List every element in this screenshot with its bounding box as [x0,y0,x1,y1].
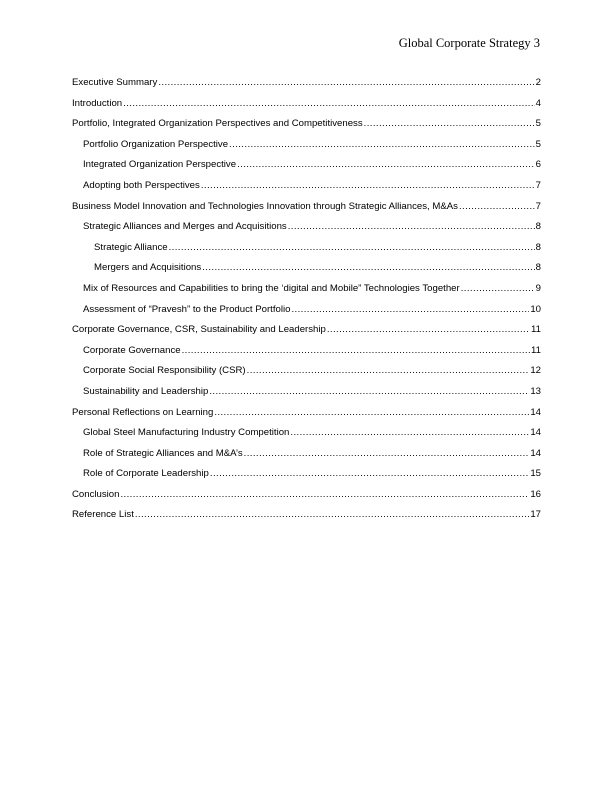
toc-entry[interactable] [72,425,541,446]
toc-entry-title: Portfolio Organization Perspective [83,138,229,150]
toc-entry[interactable] [72,281,541,302]
toc-entry[interactable] [72,384,541,405]
toc-entry[interactable] [72,302,541,323]
running-header: Global Corporate Strategy 3 [398,36,540,50]
toc-entry-title: Strategic Alliances and Merges and Acquisitions [83,221,287,233]
toc-entry[interactable] [72,157,541,178]
toc-entry-page: 16 [530,488,541,500]
toc-entry[interactable] [72,405,541,426]
toc-entry[interactable] [72,363,541,384]
dot-leader [244,448,530,460]
toc-entry-page: 9 [535,282,541,294]
toc-entry-title: Mix of Resources and Capabilities to bring the ‘digital and Mobile” Technologies Together [83,282,460,294]
toc-entry-title: Corporate Governance, CSR, Sustainability and Leadership [72,324,326,336]
dot-leader [123,98,535,110]
toc-entry-title: Introduction [72,97,123,109]
dot-leader [182,345,530,357]
dot-leader [202,262,534,274]
toc-entry-title: Mergers and Acquisitions [94,262,202,274]
dot-leader [461,283,535,295]
toc-entry-title: Corporate Social Responsibility (CSR) [83,365,246,377]
toc-entry-page: 5 [535,118,541,130]
toc-entry[interactable] [72,75,541,96]
toc-entry-page: 17 [530,509,541,521]
toc-entry[interactable] [72,96,541,117]
toc-entry-title: Sustainability and Leadership [83,385,209,397]
toc-entry-title: Integrated Organization Perspective [83,159,237,171]
toc-entry-title: Reference List [72,509,134,521]
toc-entry-page: 15 [530,468,541,480]
toc-entry[interactable] [72,137,541,158]
toc-entry-title: Business Model Innovation and Technologies Innovation through Strategic Alliances, M&As [72,200,458,212]
dot-leader [237,159,535,171]
toc-entry-title: Assessment of “Pravesh” to the Product Portfolio [83,303,291,315]
toc-entry[interactable] [72,466,541,487]
toc-entry-page: 14 [530,447,541,459]
table-of-contents [72,75,541,528]
toc-entry-page: 7 [535,179,541,191]
toc-entry-title: Global Steel Manufacturing Industry Competition [83,427,290,439]
toc-entry[interactable] [72,116,541,137]
toc-entry-page: 11 [531,324,541,336]
toc-entry-page: 11 [531,344,541,356]
toc-entry-page: 12 [530,365,541,377]
toc-entry-title: Corporate Governance [83,344,181,356]
dot-leader [459,201,535,213]
toc-entry[interactable] [72,343,541,364]
toc-entry[interactable] [72,199,541,220]
dot-leader [135,509,529,521]
toc-entry-page: 6 [535,159,541,171]
toc-entry-title: Executive Summary [72,77,158,88]
toc-entry[interactable] [72,446,541,467]
toc-entry-page: 7 [535,200,541,212]
toc-entry-page: 8 [535,262,541,274]
toc-entry-page: 5 [535,138,541,150]
dot-leader [327,324,530,336]
toc-entry-page: 13 [530,385,541,397]
toc-entry-page: 2 [535,77,541,88]
toc-entry-title: Conclusion [72,488,120,500]
dot-leader [247,365,530,377]
toc-entry-title: Strategic Alliance [94,241,168,253]
dot-leader [158,77,534,89]
toc-entry[interactable] [72,487,541,508]
dot-leader [290,427,529,439]
dot-leader [288,221,535,233]
toc-entry-title: Adopting both Perspectives [83,179,200,191]
toc-entry-page: 4 [535,97,541,109]
toc-entry[interactable] [72,260,541,281]
dot-leader [291,304,529,316]
dot-leader [209,386,529,398]
dot-leader [120,489,529,501]
toc-entry-page: 14 [530,427,541,439]
dot-leader [201,180,535,192]
toc-entry-title: Role of Strategic Alliances and M&A’s [83,447,243,459]
toc-entry-title: Personal Reflections on Learning [72,406,214,418]
toc-entry[interactable] [72,178,541,199]
dot-leader [214,407,529,419]
toc-entry-page: 8 [535,221,541,233]
toc-entry[interactable] [72,322,541,343]
dot-leader [229,139,535,151]
toc-entry[interactable] [72,507,541,528]
toc-entry[interactable] [72,219,541,240]
dot-leader [364,118,535,130]
toc-entry-title: Role of Corporate Leadership [83,468,209,480]
toc-entry-title: Portfolio, Integrated Organization Perspectives and Competitiveness [72,118,363,130]
dot-leader [169,242,535,254]
toc-entry-page: 14 [530,406,541,418]
dot-leader [210,468,529,480]
toc-entry-page: 10 [530,303,541,315]
toc-entry-page: 8 [535,241,541,253]
toc-entry[interactable] [72,240,541,261]
